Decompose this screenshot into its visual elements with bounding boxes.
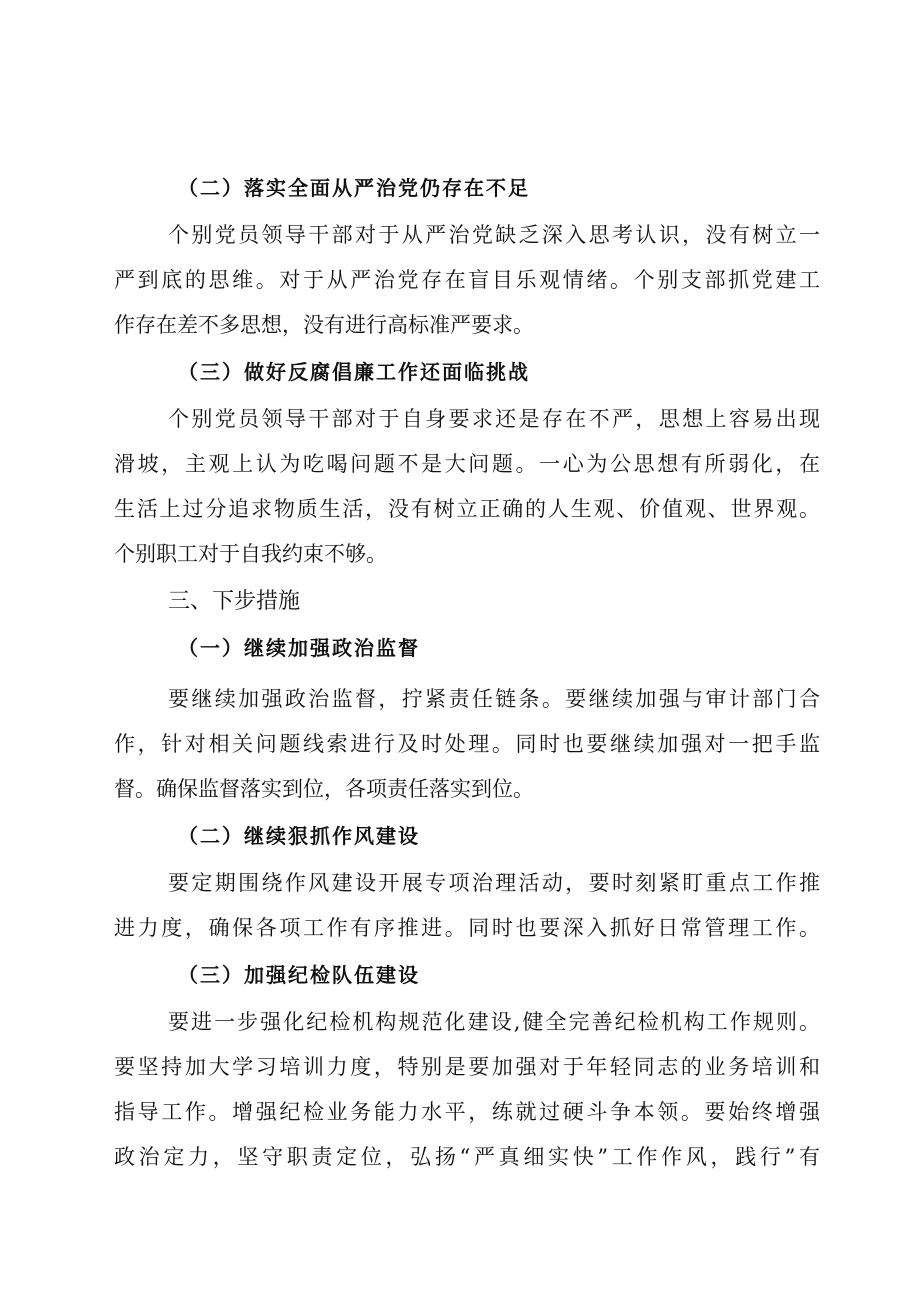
paragraph-line: 作存在差不多思想，没有进行高标准严要求。 bbox=[114, 313, 534, 337]
section-heading-2: （二）落实全面从严治党仍存在不足 bbox=[178, 176, 530, 200]
paragraph-line: 督。确保监督落实到位，各项责任落实到位。 bbox=[114, 777, 534, 801]
paragraph-line: 进力度，确保各项工作有序推进。同时也要深入抓好日常管理工作。 bbox=[114, 916, 820, 940]
measure-heading-1: （一）继续加强政治监督 bbox=[178, 636, 420, 660]
paragraph-line: 生活上过分追求物质生活，没有树立正确的人生观、价值观、世界观。 bbox=[114, 497, 820, 521]
part-heading: 三、下步措施 bbox=[168, 589, 301, 614]
paragraph-line: 个别职工对于自我约束不够。 bbox=[114, 542, 387, 566]
paragraph-line: 作，针对相关问题线索进行及时处理。同时也要继续加强对一把手监 bbox=[114, 732, 820, 756]
paragraph-line: 政治定力，坚守职责定位，弘扬“严真细实快”工作作风，践行”有 bbox=[114, 1145, 820, 1169]
paragraph-line: 要继续加强政治监督，拧紧责任链条。要继续加强与审计部门合 bbox=[168, 687, 820, 711]
paragraph-line: 滑坡，主观上认为吃喝问题不是大问题。一心为公思想有所弱化，在 bbox=[114, 452, 820, 476]
paragraph-line: 要进一步强化纪检机构规范化建设,健全完善纪检机构工作规则。 bbox=[168, 1010, 820, 1034]
document-body bbox=[114, 166, 820, 1180]
paragraph-line: 严到底的思维。对于从严治党存在盲目乐观情绪。个别支部抓党建工 bbox=[114, 268, 820, 292]
paragraph-line: 指导工作。增强纪检业务能力水平，练就过硬斗争本领。要始终增强 bbox=[114, 1100, 820, 1124]
section-heading-3: （三）做好反腐倡廉工作还面临挑战 bbox=[178, 360, 530, 384]
paragraph-line: 个别党员领导干部对于从严治党缺乏深入思考认识，没有树立一 bbox=[168, 223, 820, 247]
paragraph-line: 要坚持加大学习培训力度，特别是要加强对于年轻同志的业务培训和 bbox=[114, 1055, 820, 1079]
measure-heading-2: （二）继续狠抓作风建设 bbox=[178, 824, 420, 848]
paragraph-line: 要定期围绕作风建设开展专项治理活动，要时刻紧盯重点工作推 bbox=[168, 871, 820, 895]
measure-heading-3: （三）加强纪检队伍建设 bbox=[178, 963, 420, 987]
paragraph-line: 个别党员领导干部对于自身要求还是存在不严，思想上容易出现 bbox=[168, 407, 820, 431]
